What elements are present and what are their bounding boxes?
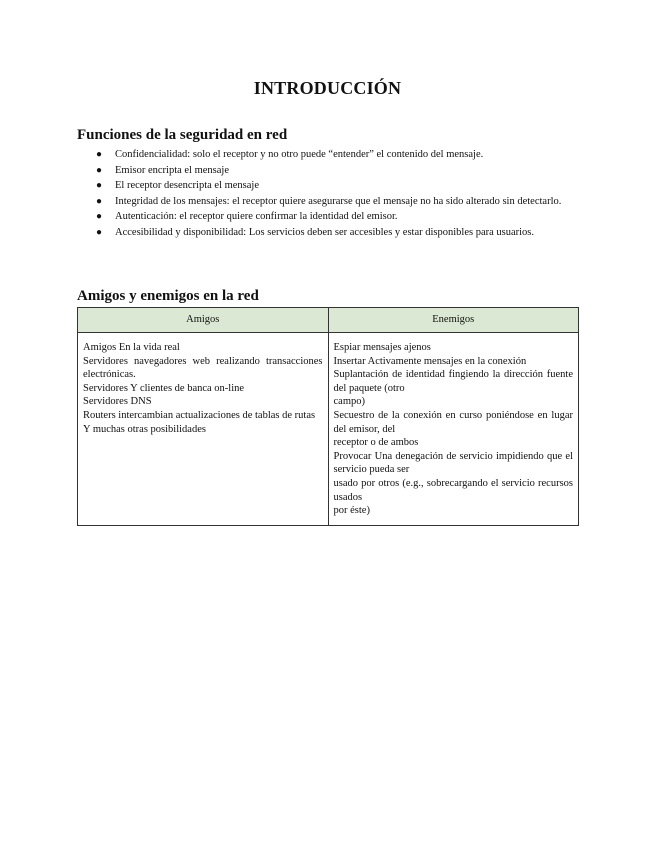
enemigos-line: Suplantación de identidad fingiendo la dirección fuente del paquete (otro <box>333 369 573 394</box>
enemigos-line: receptor o de ambos <box>333 437 419 449</box>
table-header-row <box>78 308 579 333</box>
amigos-line: Y muchas otras posibilidades <box>83 423 206 435</box>
bullet-list-funciones <box>77 147 578 240</box>
bullet-icon: ● <box>96 226 103 238</box>
list-item: ● Integridad de los mensajes: el receptor quiere asegurarse que el mensaje no ha sido alterado sin detectarlo. <box>77 194 578 210</box>
enemigos-line: campo) <box>333 396 365 408</box>
enemigos-line: usado por otros (e.g., sobrecargando el servicio recursos usados <box>333 477 573 503</box>
list-item: ● El receptor desencripta el mensaje <box>77 178 578 194</box>
enemigos-cell <box>328 333 579 526</box>
amigos-line: Servidores navegadores web realizando transacciones electrónicas. <box>83 355 323 381</box>
list-item: ● Accesibilidad y disponibilidad: Los servicios deben ser accesibles y estar disponibles para usuarios. <box>77 225 578 241</box>
list-item: ● Emisor encripta el mensaje <box>77 163 578 179</box>
enemigos-line: Provocar Una denegación de servicio impidiendo que el servicio pueda ser <box>333 450 573 476</box>
enemigos-line: por éste) <box>333 505 370 517</box>
bullet-icon: ● <box>96 180 103 191</box>
list-item: ● Confidencialidad: solo el receptor y no otro puede “entender” el contenido del mensaje. <box>77 147 578 163</box>
list-item: ● Autenticación: el receptor quiere confirmar la identidad del emisor. <box>77 209 578 225</box>
column-header-enemigos: Enemigos <box>328 308 579 333</box>
page-title: INTRODUCCIÓN <box>253 78 402 98</box>
bullet-icon: ● <box>96 164 103 176</box>
bullet-icon: ● <box>96 211 103 222</box>
amigos-line: Servidores DNS <box>83 396 152 408</box>
section-heading-amigos-enemigos: Amigos y enemigos en la red <box>77 288 259 304</box>
amigos-enemigos-table <box>77 307 579 526</box>
amigos-line: Routers intercambian actualizaciones de tablas de rutas <box>83 409 316 421</box>
bullet-icon: ● <box>96 149 103 160</box>
section-heading-funciones: Funciones de la seguridad en red <box>77 127 288 143</box>
enemigos-line: Espiar mensajes ajenos <box>333 342 431 353</box>
amigos-line: Amigos En la vida real <box>83 342 180 353</box>
enemigos-line: Secuestro de la conexión en curso poniéndose en lugar del emisor, del <box>333 409 573 435</box>
bullet-icon: ● <box>96 195 103 207</box>
amigos-line: Servidores Y clientes de banca on-line <box>83 382 245 394</box>
amigos-cell <box>78 333 329 526</box>
column-header-amigos: Amigos <box>78 308 329 333</box>
table-row <box>78 333 579 526</box>
enemigos-line: Insertar Activamente mensajes en la conexión <box>333 355 527 367</box>
